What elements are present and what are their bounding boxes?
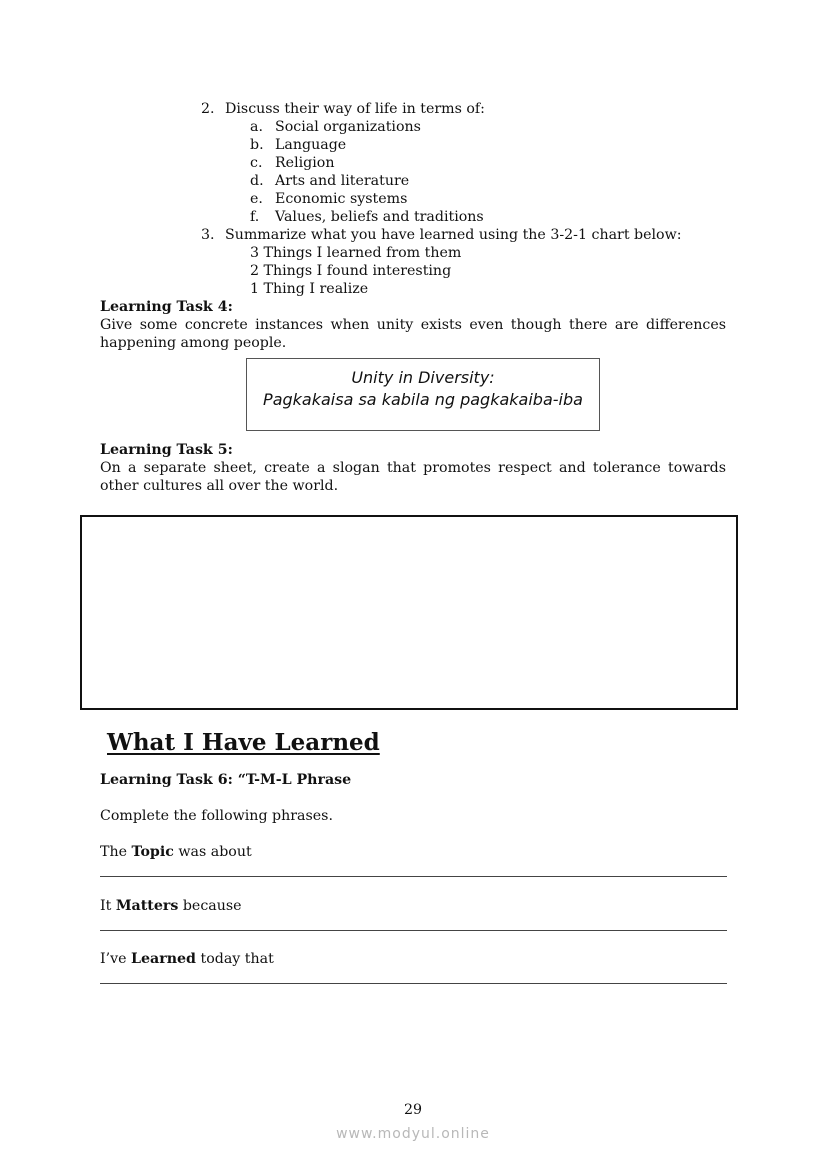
phrase-learned-keyword: Learned <box>131 951 196 967</box>
answer-line-topic[interactable] <box>100 876 727 877</box>
answer-line-matters[interactable] <box>100 930 727 931</box>
phrase-matters-before: It <box>100 898 116 914</box>
phrase-topic-after: was about <box>173 844 252 860</box>
unity-in-diversity-box <box>246 358 600 431</box>
watermark: www.modyul.online <box>336 1126 490 1142</box>
chart-line-3: 3 Things I learned from them <box>250 245 462 261</box>
list-number: 2. <box>201 101 215 117</box>
phrase-topic-before: The <box>100 844 132 860</box>
task4-instruction <box>100 316 726 352</box>
task4-line2: happening among people. <box>100 335 287 351</box>
sub-item-e: Economic systems <box>275 191 408 207</box>
sub-item-a: Social organizations <box>275 119 421 135</box>
phrase-matters-after: because <box>178 898 242 914</box>
sub-letter-d: d. <box>250 173 264 189</box>
list-item-2-text: Discuss their way of life in terms of: <box>225 101 485 117</box>
phrase-matters <box>100 897 242 915</box>
sub-letter-b: b. <box>250 137 264 153</box>
task5-heading: Learning Task 5: <box>100 442 233 458</box>
sub-item-c: Religion <box>275 155 335 171</box>
answer-line-learned[interactable] <box>100 983 727 984</box>
task5-instruction <box>100 459 726 495</box>
sub-item-f: Values, beliefs and traditions <box>275 209 484 225</box>
slogan-box[interactable] <box>80 515 738 710</box>
list-item-3-text: Summarize what you have learned using the 3-2-1 chart below: <box>225 227 682 243</box>
phrase-learned-after: today that <box>195 951 274 967</box>
phrase-matters-keyword: Matters <box>115 898 179 914</box>
phrase-topic <box>100 843 252 861</box>
unity-box-subtitle: Pagkakaisa sa kabila ng pagkakaiba-iba <box>263 390 583 409</box>
chart-line-1: 1 Thing I realize <box>250 281 369 297</box>
task5-line1: On a separate sheet, create a slogan that promotes respect and tolerance towards <box>100 460 726 476</box>
sub-letter-a: a. <box>250 119 263 135</box>
task6-instruction: Complete the following phrases. <box>100 808 333 824</box>
phrase-topic-keyword: Topic <box>131 844 174 860</box>
task5-line2: other cultures all over the world. <box>100 478 339 494</box>
list-item-2 <box>201 100 215 118</box>
sub-letter-e: e. <box>250 191 263 207</box>
task4-heading: Learning Task 4: <box>100 299 233 315</box>
chart-line-2: 2 Things I found interesting <box>250 263 452 279</box>
task6-heading: Learning Task 6: “T-M-L Phrase <box>100 772 352 788</box>
unity-box-title: Unity in Diversity: <box>351 368 495 387</box>
page-number: 29 <box>403 1102 423 1118</box>
sub-letter-c: c. <box>250 155 263 171</box>
sub-letter-f: f. <box>250 209 260 225</box>
sub-item-d: Arts and literature <box>275 173 410 189</box>
section-title: What I Have Learned <box>107 729 380 756</box>
sub-item-b: Language <box>275 137 347 153</box>
task4-line1: Give some concrete instances when unity exists even though there are differences <box>100 317 726 333</box>
phrase-learned <box>100 950 274 968</box>
phrase-learned-before: I’ve <box>100 951 132 967</box>
list-number-3: 3. <box>201 227 215 243</box>
